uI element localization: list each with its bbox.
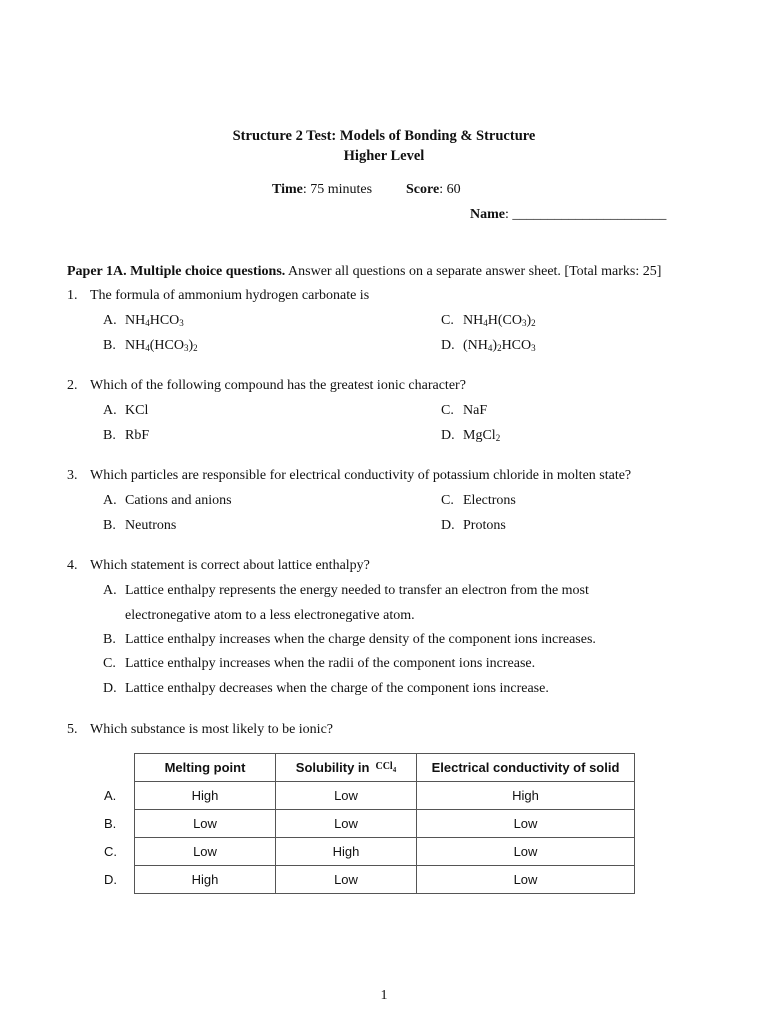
option-text: RbF bbox=[125, 428, 150, 443]
header-text: Solubility in bbox=[295, 760, 370, 775]
table-cell: High bbox=[276, 838, 417, 866]
table-row bbox=[135, 782, 635, 810]
q2-option-d bbox=[441, 428, 500, 444]
option-text: Neutrons bbox=[125, 518, 177, 533]
option-text: electronegative atom to a less electronegative atom. bbox=[125, 608, 415, 623]
option-letter: B. bbox=[103, 338, 116, 353]
subscript: 4 bbox=[483, 318, 488, 328]
question-number: 2. bbox=[67, 378, 78, 393]
ccl4-formula bbox=[375, 761, 396, 772]
score-value: : 60 bbox=[439, 182, 461, 197]
row-label-d: D. bbox=[104, 872, 117, 887]
table-cell: Low bbox=[417, 810, 635, 838]
option-letter: A. bbox=[103, 493, 117, 508]
option-letter: A. bbox=[103, 313, 117, 328]
subscript: 4 bbox=[145, 343, 150, 353]
formula-part: NH bbox=[125, 313, 146, 328]
option-letter: C. bbox=[103, 656, 116, 671]
name-label: Name bbox=[470, 207, 505, 222]
question-text: The formula of ammonium hydrogen carbonate is bbox=[90, 288, 370, 303]
time-label: Time bbox=[272, 182, 303, 197]
option-letter: C. bbox=[441, 403, 454, 418]
table-header: Electrical conductivity of solid bbox=[417, 754, 635, 782]
row-label-b: B. bbox=[104, 816, 117, 831]
page-number: 1 bbox=[380, 988, 388, 1003]
row-label-c: C. bbox=[104, 844, 117, 859]
option-text: Lattice enthalpy increases when the charge density of the component ions increases. bbox=[125, 632, 596, 647]
option-text: MgCl bbox=[463, 428, 496, 443]
formula-part: ) bbox=[526, 313, 532, 328]
option-text: NaF bbox=[463, 403, 488, 418]
question-number: 3. bbox=[67, 468, 78, 483]
table-cell: Low bbox=[276, 810, 417, 838]
table-cell: Low bbox=[417, 866, 635, 894]
question-text: Which particles are responsible for electrical conductivity of potassium chloride in molten state? bbox=[90, 468, 632, 483]
q4-option-d bbox=[103, 681, 549, 697]
q4-option-c bbox=[103, 656, 535, 672]
q1-option-d bbox=[441, 338, 536, 354]
section-title: Paper 1A. Multiple choice questions. bbox=[67, 264, 286, 279]
option-text: KCl bbox=[125, 403, 149, 418]
subscript: 4 bbox=[487, 343, 493, 353]
question-3 bbox=[67, 468, 631, 484]
time-value: : 75 minutes bbox=[302, 182, 373, 197]
title-line-2: Higher Level bbox=[343, 148, 425, 164]
subscript: 4 bbox=[145, 318, 150, 328]
question-4 bbox=[67, 558, 370, 574]
table-header: Melting point bbox=[135, 754, 276, 782]
formula-part: CCl bbox=[375, 761, 393, 772]
option-text: Protons bbox=[463, 518, 506, 533]
question-text: Which substance is most likely to be ionic? bbox=[90, 722, 334, 737]
q2-option-c bbox=[441, 403, 487, 419]
option-letter: C. bbox=[441, 313, 454, 328]
table-cell: Low bbox=[135, 838, 276, 866]
question-number: 1. bbox=[67, 288, 78, 303]
option-text: Cations and anions bbox=[125, 493, 232, 508]
formula-part: (NH bbox=[463, 338, 488, 353]
subscript: 3 bbox=[531, 343, 536, 353]
option-letter: B. bbox=[103, 518, 116, 533]
q4-option-b bbox=[103, 632, 596, 648]
question-1 bbox=[67, 288, 369, 304]
q4-option-a bbox=[103, 583, 589, 599]
question-5 bbox=[67, 722, 333, 738]
subscript: 2 bbox=[497, 343, 502, 353]
option-letter: A. bbox=[103, 583, 117, 598]
q3-option-d bbox=[441, 518, 506, 534]
subscript: 4 bbox=[392, 766, 397, 774]
table-header bbox=[276, 754, 417, 782]
name-blank: : ______________________ bbox=[505, 207, 667, 222]
formula-part: HCO bbox=[501, 338, 532, 353]
q3-option-b bbox=[103, 518, 176, 534]
question-number: 5. bbox=[67, 722, 78, 737]
option-letter: D. bbox=[441, 338, 455, 353]
q2-option-a bbox=[103, 403, 148, 419]
q4-option-a-continuation bbox=[125, 608, 415, 624]
formula-part: NH bbox=[125, 338, 146, 353]
option-letter: D. bbox=[441, 428, 455, 443]
question-text: Which statement is correct about lattice enthalpy? bbox=[90, 558, 370, 573]
option-text: Electrons bbox=[463, 493, 516, 508]
q5-table bbox=[134, 753, 635, 894]
table-cell: Low bbox=[135, 810, 276, 838]
table-cell: High bbox=[135, 782, 276, 810]
table-cell: High bbox=[417, 782, 635, 810]
q3-option-a bbox=[103, 493, 232, 509]
time-info bbox=[272, 182, 372, 198]
score-label: Score bbox=[406, 182, 440, 197]
formula-part: ) bbox=[492, 338, 498, 353]
score-info bbox=[406, 182, 461, 198]
section-heading bbox=[67, 264, 661, 280]
option-text: Lattice enthalpy increases when the radii of the component ions increase. bbox=[125, 656, 536, 671]
table-row bbox=[135, 838, 635, 866]
formula-part: H(CO bbox=[487, 313, 522, 328]
subscript: 2 bbox=[495, 433, 501, 443]
table-row bbox=[135, 866, 635, 894]
formula-part: ) bbox=[188, 338, 194, 353]
question-2 bbox=[67, 378, 466, 394]
option-text: Lattice enthalpy represents the energy needed to transfer an electron from the most bbox=[125, 583, 589, 598]
table-cell: Low bbox=[276, 782, 417, 810]
formula-part: NH bbox=[463, 313, 484, 328]
option-letter: D. bbox=[441, 518, 455, 533]
table-cell: Low bbox=[276, 866, 417, 894]
table-row bbox=[135, 810, 635, 838]
q2-option-b bbox=[103, 428, 149, 444]
page-title bbox=[0, 126, 768, 166]
title-line-1: Structure 2 Test: Models of Bonding & Structure bbox=[232, 128, 536, 144]
subscript: 2 bbox=[193, 343, 198, 353]
option-letter: B. bbox=[103, 428, 116, 443]
option-letter: B. bbox=[103, 632, 116, 647]
table-cell: Low bbox=[417, 838, 635, 866]
option-letter: A. bbox=[103, 403, 117, 418]
q1-option-a bbox=[103, 313, 184, 329]
subscript: 3 bbox=[179, 318, 184, 328]
row-label-a: A. bbox=[104, 788, 117, 803]
subscript: 2 bbox=[531, 318, 536, 328]
subscript: 3 bbox=[183, 343, 189, 353]
question-number: 4. bbox=[67, 558, 78, 573]
formula-part: HCO bbox=[149, 313, 180, 328]
option-letter: D. bbox=[103, 681, 117, 696]
section-instructions: Answer all questions on a separate answer sheet. [Total marks: 25] bbox=[285, 264, 662, 279]
subscript: 3 bbox=[521, 318, 527, 328]
option-text: Lattice enthalpy decreases when the charge of the component ions increase. bbox=[125, 681, 549, 696]
q3-option-c bbox=[441, 493, 516, 509]
question-text: Which of the following compound has the greatest ionic character? bbox=[90, 378, 466, 393]
q1-option-c bbox=[441, 313, 536, 329]
table-cell: High bbox=[135, 866, 276, 894]
name-field bbox=[470, 207, 666, 223]
formula-part: (HCO bbox=[149, 338, 184, 353]
option-letter: C. bbox=[441, 493, 454, 508]
q1-option-b bbox=[103, 338, 198, 354]
table-header-row bbox=[135, 754, 635, 782]
